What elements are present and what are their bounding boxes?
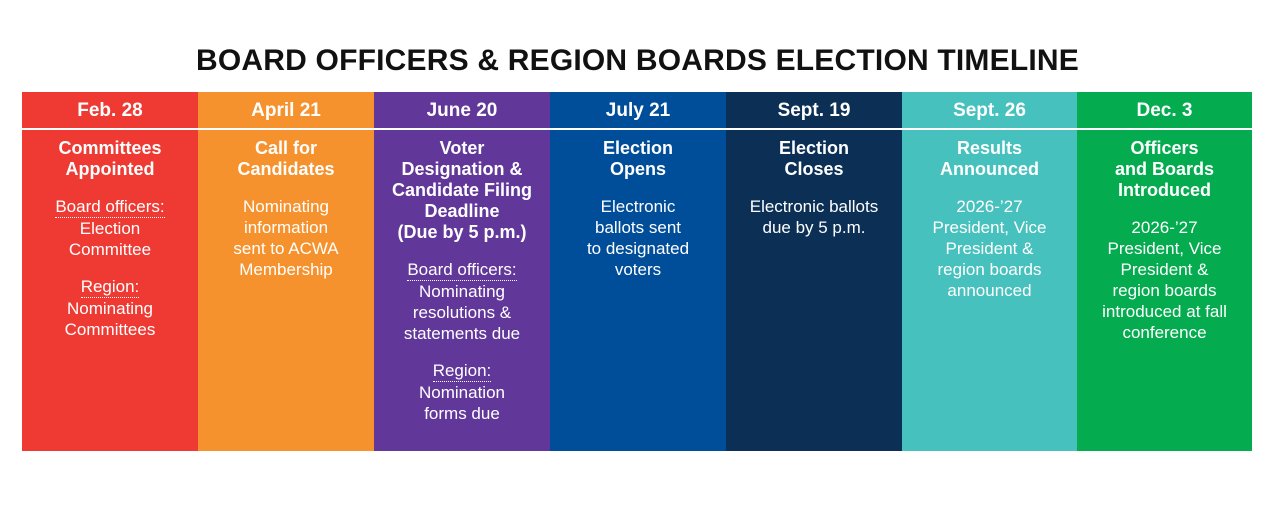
column-date: Dec. 3 [1077, 92, 1252, 130]
column-date: June 20 [374, 92, 550, 130]
column-text: 2026-’27 President, Vice President & region boards introduced at fall conference [1102, 218, 1227, 342]
region-section [30, 276, 190, 340]
timeline-column-july-21 [550, 92, 726, 451]
section-text: Nominating Committees [64, 299, 156, 339]
column-body [374, 130, 550, 424]
section-label: Board officers: [55, 197, 165, 216]
timeline-column-feb-28 [22, 92, 198, 451]
column-heading: Committees Appointed [58, 138, 162, 179]
timeline-column-sept-19 [726, 92, 902, 451]
section-text: Nomination forms due [419, 383, 505, 423]
section-text: Election Committee [68, 219, 152, 259]
column-heading: Election Opens [602, 138, 673, 179]
region-section [382, 360, 542, 424]
section-text: Nominating resolutions & statements due [403, 282, 521, 343]
column-body [726, 130, 902, 238]
timeline-column-april-21 [198, 92, 374, 451]
column-heading: Election Closes [778, 138, 849, 179]
column-heading: Officers and Boards Introduced [1114, 138, 1215, 200]
column-body [902, 130, 1077, 301]
column-date: Feb. 28 [22, 92, 198, 130]
column-heading: Call for Candidates [237, 138, 335, 179]
column-body [1077, 130, 1252, 343]
board-officers-section [382, 259, 542, 344]
column-body [198, 130, 374, 280]
column-body [22, 130, 198, 340]
column-text: Electronic ballots due by 5 p.m. [749, 197, 879, 237]
column-date: April 21 [198, 92, 374, 130]
column-text: Electronic ballots sent to designated voters [586, 197, 690, 279]
timeline-column-sept-26 [902, 92, 1077, 451]
column-body [550, 130, 726, 280]
column-heading: Results Announced [940, 138, 1039, 179]
page-title: BOARD OFFICERS & REGION BOARDS ELECTION TIMELINE [196, 44, 1079, 77]
timeline-column-june-20 [374, 92, 550, 451]
column-date: Sept. 26 [902, 92, 1077, 130]
column-date: July 21 [550, 92, 726, 130]
section-label: Region: [80, 277, 140, 296]
column-text: 2026-’27 President, Vice President & region boards announced [932, 197, 1047, 300]
column-heading: Voter Designation & Candidate Filing Deadline (Due by 5 p.m.) [391, 138, 532, 242]
column-text: Nominating information sent to ACWA Membership [233, 197, 339, 279]
section-label: Board officers: [407, 260, 517, 279]
section-label: Region: [432, 361, 492, 380]
column-date: Sept. 19 [726, 92, 902, 130]
timeline-column-dec-3 [1077, 92, 1252, 451]
board-officers-section [30, 196, 190, 260]
election-timeline [22, 92, 1252, 451]
